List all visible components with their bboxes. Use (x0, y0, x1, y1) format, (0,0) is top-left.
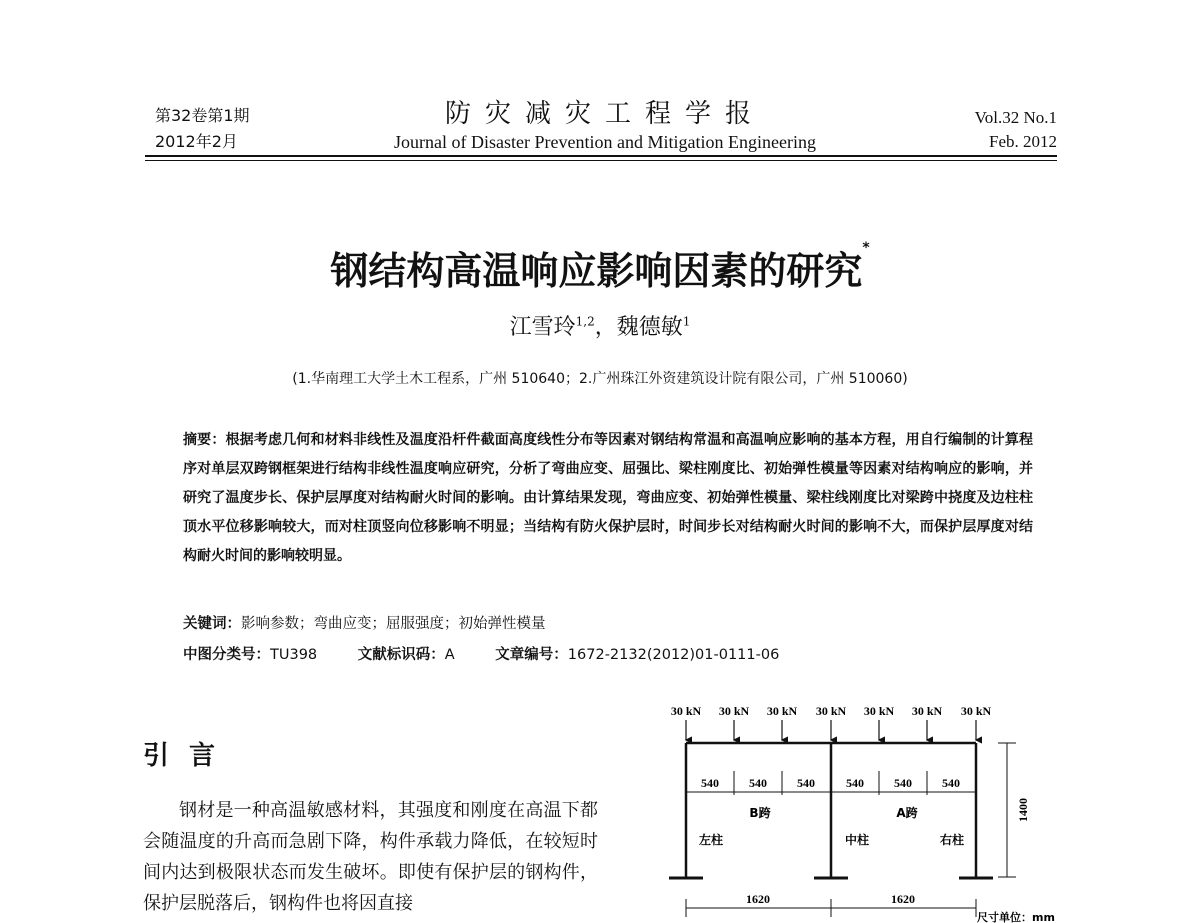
load-label-6: 30 kN (911, 704, 943, 718)
clc-value: TU398 (270, 647, 318, 663)
frame-figure (655, 695, 1055, 923)
spacing-label-2: 540 (749, 776, 767, 790)
date-en: Feb. 2012 (989, 132, 1057, 151)
article-title (200, 240, 1000, 295)
classification-line (183, 643, 1033, 667)
column-right-label: 右柱 (939, 833, 965, 847)
doc-code-label: 文献标识码： (357, 647, 445, 663)
article-no-label: 文章编号： (495, 647, 568, 663)
keywords-text: 影响参数；弯曲应变；屈服强度；初始弹性模量 (241, 616, 546, 632)
header-left (155, 103, 250, 155)
spacing-label-3: 540 (797, 776, 815, 790)
volume-issue-cn: 第32卷第1期 (155, 106, 250, 125)
span-a-label: A跨 (896, 806, 918, 820)
article-title-text: 钢结构高温响应影响因素的研究 (330, 249, 863, 293)
header-rule-thick (145, 155, 1057, 157)
header-rule-thin (145, 160, 1057, 161)
load-label-3: 30 kN (766, 704, 798, 718)
date-cn: 2012年2月 (155, 132, 238, 151)
header-right (975, 106, 1057, 154)
author-separator: ， (594, 315, 617, 340)
abstract-label: 摘要： (183, 432, 226, 448)
load-label-1: 30 kN (670, 704, 702, 718)
affiliations: (1.华南理工大学土木工程系，广州 510640；2.广州珠江外资建筑设计院有限公司，广州 510060) (292, 371, 908, 387)
doc-code-value: A (444, 647, 455, 663)
keywords (183, 612, 1033, 636)
bay-width-label-2: 1620 (891, 892, 915, 906)
authors (300, 310, 900, 341)
clc-label: 中图分类号： (183, 647, 270, 663)
load-label-7: 30 kN (960, 704, 992, 718)
column-left-label: 左柱 (698, 833, 724, 847)
spacing-label-4: 540 (846, 776, 864, 790)
load-label-2: 30 kN (718, 704, 750, 718)
author-2-affil: 1 (682, 314, 691, 329)
load-label-5: 30 kN (863, 704, 895, 718)
intro-body (143, 795, 598, 919)
keywords-label: 关键词： (183, 616, 241, 632)
author-2: 魏德敏 (616, 315, 683, 340)
journal-name-en: Journal of Disaster Prevention and Mitigation Engineering (394, 132, 816, 152)
author-1-affil: 1,2 (575, 314, 595, 329)
journal-name-cn: 防灾减灾工程学报 (444, 99, 765, 129)
abstract (183, 426, 1033, 571)
bay-width-label-1: 1620 (746, 892, 770, 906)
load-label-4: 30 kN (815, 704, 847, 718)
intro-heading: 引言 (143, 741, 236, 771)
intro-paragraph: 钢材是一种高温敏感材料，其强度和刚度在高温下都会随温度的升高而急剧下降，构件承载力降低，在较短时间内达到极限状态而发生破坏。即使有保护层的钢构件，保护层脱落后，钢构件也将因直接 (143, 800, 598, 914)
author-1: 江雪玲 (509, 315, 576, 340)
article-no-value: 1672-2132(2012)01-0111-06 (567, 647, 780, 663)
volume-issue-en: Vol.32 No.1 (974, 108, 1057, 127)
journal-name (300, 98, 910, 154)
spacing-label-1: 540 (701, 776, 719, 790)
height-label: 1400 (1016, 798, 1030, 822)
span-b-label: B跨 (749, 806, 771, 820)
spacing-label-5: 540 (894, 776, 912, 790)
abstract-text: 根据考虑几何和材料非线性及温度沿杆件截面高度线性分布等因素对钢结构常温和高温响应影响的基本方程，用自行编制的计算程序对单层双跨钢框架进行结构非线性温度响应研究，分析了弯曲应变、屈强比、梁柱刚度比、初始弹性模量等因素对结构响应的影响，并研究了温度步长、保护层厚度对结构耐火时间的影响。由计算结果发现，弯曲应变、初始弹性模量、梁柱线刚度比对梁跨中挠度及边柱柱顶水平位移影响较大，而对柱顶竖向位移影响不明显；当结构有防火保护层时，时间步长对结构耐火时间的影响不大，而保护层厚度对结构耐火时间的影响较明显。 (183, 432, 1034, 564)
unit-label: 尺寸单位：mm (977, 911, 1055, 923)
title-footnote-mark: * (862, 240, 870, 256)
spacing-label-6: 540 (942, 776, 960, 790)
column-middle-label: 中柱 (844, 833, 870, 847)
